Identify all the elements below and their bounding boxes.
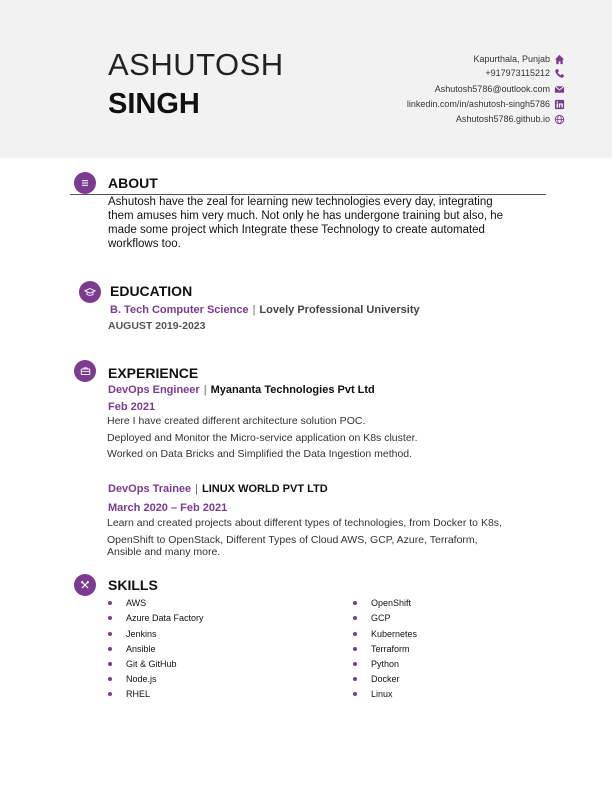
- skill-item: [353, 674, 400, 684]
- education-degree: B. Tech Computer Science: [110, 304, 249, 316]
- contact-email: [265, 82, 565, 96]
- bullet-dot: [353, 632, 357, 636]
- skill-item: [108, 659, 177, 669]
- bullet-dot: [353, 616, 357, 620]
- about-line: workflows too.: [108, 238, 181, 250]
- email-text[interactable]: Ashutosh5786@outlook.com: [434, 84, 550, 94]
- last-name: SINGH: [108, 88, 200, 120]
- skill-item: [353, 613, 391, 623]
- job-dates: Feb 2021: [108, 401, 156, 413]
- experience-title: EXPERIENCE: [108, 365, 199, 381]
- list-icon: [80, 178, 90, 188]
- skill-label: Linux: [371, 689, 393, 699]
- bullet-dot: [353, 662, 357, 666]
- linkedin-icon: [554, 99, 565, 110]
- contact-phone: [265, 66, 565, 80]
- bullet-dot: [353, 692, 357, 696]
- bullet-dot: [353, 601, 357, 605]
- skill-label: GCP: [371, 613, 391, 623]
- skill-item: [353, 689, 393, 699]
- skill-item: [108, 598, 146, 608]
- about-line: Ashutosh have the zeal for learning new technologies every day, integrating: [108, 196, 493, 208]
- bullet-dot: [353, 647, 357, 651]
- skill-label: Ansible: [126, 644, 156, 654]
- skill-label: RHEL: [126, 689, 151, 699]
- skill-item: [353, 598, 411, 608]
- bullet-dot: [353, 677, 357, 681]
- phone-icon: [554, 68, 565, 79]
- about-section-icon: [74, 172, 96, 194]
- globe-icon: [554, 114, 565, 125]
- job-company: LINUX WORLD PVT LTD: [202, 483, 328, 495]
- skill-item: [353, 629, 417, 639]
- skill-item: [108, 644, 156, 654]
- job-detail: Ansible and many more.: [107, 546, 221, 558]
- job-detail: Worked on Data Bricks and Simplified the Data Ingestion method.: [107, 448, 413, 460]
- skill-item: [353, 659, 399, 669]
- skill-label: Azure Data Factory: [126, 613, 204, 623]
- about-text: [108, 195, 503, 251]
- tools-icon: [80, 580, 90, 590]
- job-detail: Here I have created different architecture solution POC.: [107, 415, 366, 427]
- bullet-dot: [108, 662, 112, 666]
- job-role: DevOps Trainee: [108, 483, 192, 495]
- envelope-icon: [554, 84, 565, 95]
- contact-location: [265, 52, 565, 66]
- about-line: them amuses him very much. Not only he has undergone training but also, he: [108, 210, 504, 222]
- home-icon: [554, 54, 565, 65]
- education-title: EDUCATION: [110, 283, 193, 299]
- education-separator: |: [252, 304, 256, 316]
- skill-label: AWS: [126, 598, 147, 608]
- briefcase-icon: [80, 366, 91, 376]
- experience-section-icon: [74, 360, 96, 382]
- job-separator: |: [195, 483, 199, 495]
- education-line: [110, 304, 420, 316]
- skill-label: Docker: [371, 674, 400, 684]
- skill-item: [353, 644, 410, 654]
- skill-label: Git & GitHub: [126, 659, 177, 669]
- location-text: Kapurthala, Punjab: [473, 54, 550, 64]
- skill-item: [108, 613, 204, 623]
- graduation-cap-icon: [84, 287, 96, 297]
- skill-item: [108, 689, 150, 699]
- education-dates: AUGUST 2019-2023: [108, 320, 206, 332]
- job-role: DevOps Engineer: [108, 384, 200, 396]
- education-section-icon: [79, 281, 101, 303]
- about-title: ABOUT: [108, 175, 158, 191]
- skills-section-icon: [74, 574, 96, 596]
- bullet-dot: [108, 632, 112, 636]
- skill-label: OpenShift: [371, 598, 412, 608]
- skill-item: [108, 674, 157, 684]
- skills-title: SKILLS: [108, 577, 158, 593]
- skill-label: Jenkins: [126, 629, 157, 639]
- education-institution: Lovely Professional University: [259, 304, 420, 316]
- job-detail: Deployed and Monitor the Micro-service application on K8s cluster.: [107, 432, 418, 444]
- first-name: ASHUTOSH: [108, 47, 284, 82]
- job-dates: March 2020 – Feb 2021: [108, 502, 228, 514]
- bullet-dot: [108, 601, 112, 605]
- skill-item: [108, 629, 157, 639]
- skill-label: Node.js: [126, 674, 157, 684]
- skill-label: Python: [371, 659, 400, 669]
- job-separator: |: [203, 384, 207, 396]
- contact-linkedin: [265, 97, 565, 111]
- about-line: made some project which Integrate these Technology to create automated: [108, 224, 485, 236]
- bullet-dot: [108, 677, 112, 681]
- bullet-dot: [108, 692, 112, 696]
- bullet-dot: [108, 647, 112, 651]
- linkedin-text[interactable]: linkedin.com/in/ashutosh-singh5786: [406, 99, 550, 109]
- job-detail: OpenShift to OpenStack, Different Types of Cloud AWS, GCP, Azure, Terraform,: [107, 534, 478, 546]
- phone-text[interactable]: +917973115212: [485, 68, 550, 78]
- job-heading: [108, 384, 375, 396]
- job-detail: Learn and created projects about different types of technologies, from Docker to K8s,: [107, 517, 502, 529]
- bullet-dot: [108, 616, 112, 620]
- skill-label: Terraform: [371, 644, 410, 654]
- job-company: Myananta Technologies Pvt Ltd: [210, 384, 375, 396]
- contact-website: [265, 112, 565, 126]
- skill-label: Kubernetes: [371, 629, 418, 639]
- website-text[interactable]: Ashutosh5786.github.io: [455, 114, 550, 124]
- job-heading: [108, 483, 328, 495]
